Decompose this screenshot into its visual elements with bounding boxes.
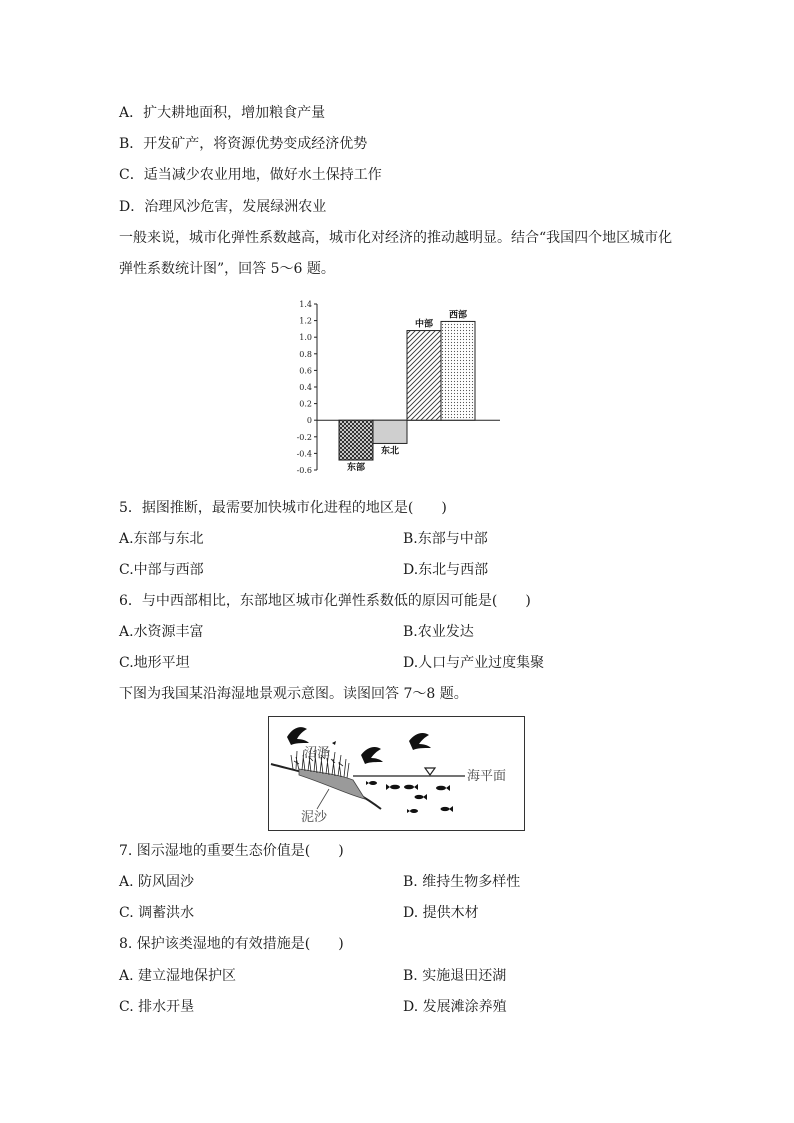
q7-option-d: D. 提供木材 xyxy=(403,905,479,921)
intro-5-6-line1: 一般来说，城市化弹性系数越高，城市化对经济的推动越明显。结合“我国四个地区城市化 xyxy=(119,230,673,246)
chart-y-tick-label: 0.8 xyxy=(299,349,312,359)
q7-option-a: A. 防风固沙 xyxy=(119,874,195,890)
chart-y-tick-label: 0.2 xyxy=(299,399,312,409)
q8-option-a: A. 建立湿地保护区 xyxy=(119,968,237,984)
q5-option-a: A.东部与东北 xyxy=(119,531,204,547)
q4-option-c: C．适当减少农业用地，做好水土保持工作 xyxy=(119,167,382,183)
q6-stem: 6．与中西部相比，东部地区城市化弹性系数低的原因可能是( ) xyxy=(119,593,531,609)
chart-bar-label: 西部 xyxy=(448,310,468,321)
q6-option-b: B.农业发达 xyxy=(403,624,474,640)
chart-y-tick-label: 1.0 xyxy=(299,333,312,343)
q8-option-d: D. 发展滩涂养殖 xyxy=(403,999,507,1015)
chart-bar-1 xyxy=(373,420,407,443)
chart-bar-3 xyxy=(441,321,475,420)
wetland-figure xyxy=(268,716,525,831)
label-marsh: 沼泽 xyxy=(304,746,331,761)
chart-y-tick-label: 0.6 xyxy=(299,366,312,376)
q7-stem: 7. 图示湿地的重要生态价值是( ) xyxy=(119,843,344,859)
elasticity-chart xyxy=(285,296,505,478)
q6-option-a: A.水资源丰富 xyxy=(119,624,204,640)
chart-bar-label: 中部 xyxy=(414,319,434,330)
chart-y-tick-label: 1.2 xyxy=(299,316,312,326)
q5-stem: 5．据图推断，最需要加快城市化进程的地区是( ) xyxy=(119,500,447,516)
chart-y-tick-label: 1.4 xyxy=(299,300,312,309)
q4-option-a: A．扩大耕地面积，增加粮食产量 xyxy=(119,105,326,121)
chart-y-tick-label: 0.4 xyxy=(299,383,312,392)
label-sea-level: 海平面 xyxy=(467,769,507,784)
chart-bar-2 xyxy=(407,331,441,421)
chart-y-tick-label: 0 xyxy=(306,416,312,426)
q5-option-c: C.中部与西部 xyxy=(119,562,204,578)
q5-option-b: B.东部与中部 xyxy=(403,531,488,547)
intro-7-8: 下图为我国某沿海湿地景观示意图。读图回答 7～8 题。 xyxy=(119,686,468,702)
chart-y-tick-label: -0.4 xyxy=(296,449,312,459)
q7-option-b: B. 维持生物多样性 xyxy=(403,874,521,890)
water-level-marker-icon xyxy=(425,768,435,775)
q8-option-c: C. 排水开垦 xyxy=(119,999,195,1015)
shore-slope-line xyxy=(271,764,381,809)
q4-option-d: D．治理风沙危害，发展绿洲农业 xyxy=(119,199,327,215)
q7-option-c: C. 调蓄洪水 xyxy=(119,905,195,921)
q5-option-d: D.东北与西部 xyxy=(403,562,489,578)
label-silt: 泥沙 xyxy=(301,810,328,825)
q8-stem: 8. 保护该类湿地的有效措施是( ) xyxy=(119,936,344,952)
q4-option-b: B．开发矿产，将资源优势变成经济优势 xyxy=(119,136,368,152)
q6-option-c: C.地形平坦 xyxy=(119,655,190,671)
chart-y-tick-label: -0.2 xyxy=(296,432,312,442)
q8-option-b: B. 实施退田还湖 xyxy=(403,968,507,984)
chart-bar-label: 东部 xyxy=(346,463,366,474)
silt-leader-line xyxy=(317,789,329,809)
chart-bar-0 xyxy=(339,420,373,460)
q6-option-d: D.人口与产业过度集聚 xyxy=(403,655,545,671)
intro-5-6-line2: 弹性系数统计图”，回答 5～6 题。 xyxy=(119,261,335,277)
chart-bar-label: 东北 xyxy=(380,446,400,457)
chart-y-tick-label: -0.6 xyxy=(296,466,312,475)
